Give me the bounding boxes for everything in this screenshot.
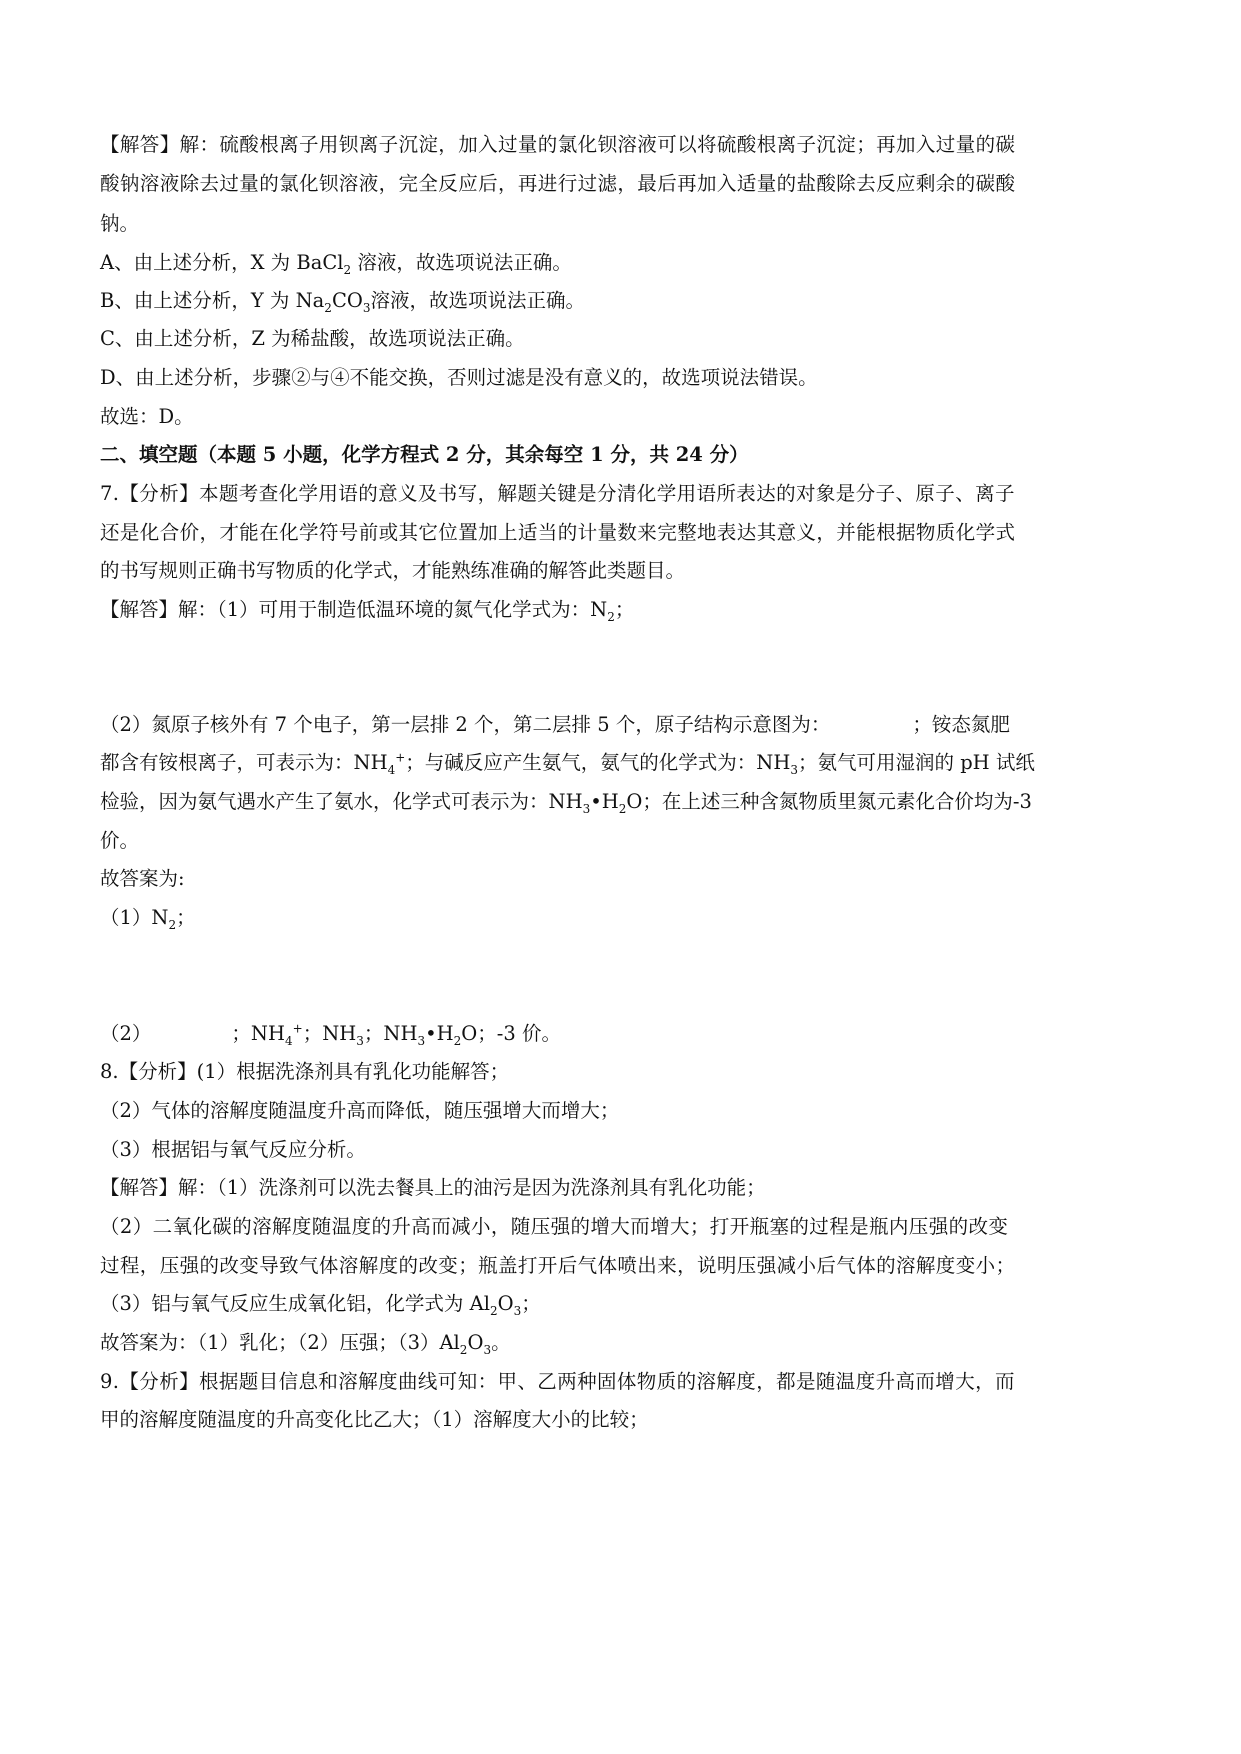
option-b-line — [100, 287, 1150, 315]
q7-part2-text-end: O；在上述三种含氮物质里氮元素化合价均为-3 — [626, 790, 1032, 813]
subscript: 3 — [582, 801, 591, 816]
q7-analysis-line-2: 还是化合价，才能在化学符号前或其它位置加上适当的计量数来完整地表达其意义，并能根据物质化学式 — [100, 521, 1016, 544]
answer-item-2-text-end: O；-3 价。 — [461, 1022, 561, 1045]
choice-answer-line: 故选：D。 — [100, 405, 194, 428]
q7-part2-text: （2）氮原子核外有 7 个电子，第一层排 2 个，第二层排 5 个，原子结构示意图为： — [100, 713, 831, 736]
q8-answer-text-end: ； — [521, 1292, 541, 1315]
q9-analysis-line-2: 甲的溶解度随温度的升高变化比乙大；（1）溶解度大小的比较； — [100, 1408, 649, 1431]
q7-answer-text-end: ； — [614, 598, 635, 621]
answer-item-2 — [100, 1020, 1150, 1048]
answer-paragraph-line-2: 酸钠溶液除去过量的氯化钡溶液，完全反应后，再进行过滤，最后再加入适量的盐酸除去反应剩余的碳酸 — [100, 172, 1016, 195]
q7-answer-text: 【解答】解：（1）可用于制造低温环境的氮气化学式为：N — [100, 598, 608, 621]
q7-part2-text: •H — [590, 790, 619, 813]
answer-item-2-text: ；NH — [231, 1022, 285, 1045]
q7-analysis-line-1: 7.【分析】本题考查化学用语的意义及书写，解题关键是分清化学用语所表达的对象是分子、原子、离子 — [100, 482, 1015, 505]
q8-answer-line-2: （2）二氧化碳的溶解度随温度的升高而减小，随压强的增大而增大；打开瓶塞的过程是瓶内压强的改变 — [100, 1215, 1009, 1238]
q8-analysis-line-2: （2）气体的溶解度随温度升高而降低，随压强增大而增大； — [100, 1099, 620, 1122]
q8-analysis-line-3: （3）根据铝与氧气反应分析。 — [100, 1138, 366, 1161]
answer-item-2-text: ；NH — [302, 1022, 357, 1045]
q8-answer-text: （3）铝与氧气反应生成氧化铝，化学式为 Al — [100, 1292, 490, 1315]
subscript: 2 — [168, 917, 177, 932]
q7-answer-line-5: 价。 — [100, 829, 140, 852]
subscript: 2 — [459, 1342, 468, 1357]
subscript: 3 — [417, 1033, 426, 1048]
superscript: + — [395, 750, 406, 765]
q7-part2-text-end: ；氨气可用湿润的 pH 试纸 — [798, 751, 1035, 774]
superscript: + — [292, 1021, 303, 1036]
option-b-formula: CO — [331, 289, 363, 312]
answer-item-1 — [100, 904, 1150, 932]
subscript: 2 — [343, 262, 352, 277]
option-b-text: B、由上述分析，Y 为 Na — [100, 289, 325, 312]
q8-final-answer — [100, 1329, 1150, 1357]
q7-part2-text: 都含有铵根离子，可表示为：NH — [100, 751, 388, 774]
option-a-text-end: 溶液，故选项说法正确。 — [351, 251, 572, 274]
option-a-line — [100, 249, 1150, 277]
q7-part2-text-end: ；铵态氮肥 — [912, 713, 1010, 736]
q8-final-text: 故答案为：（1）乳化；（2）压强；（3）Al — [100, 1331, 460, 1354]
subscript: 3 — [790, 762, 798, 777]
subscript: 2 — [453, 1033, 462, 1048]
answer-item-2-label: （2） — [100, 1022, 152, 1045]
answer-paragraph-line-3: 钠。 — [100, 212, 140, 235]
answer-paragraph-line-1: 【解答】解：硫酸根离子用钡离子沉淀，加入过量的氯化钡溶液可以将硫酸根离子沉淀；再加入过量的碳 — [100, 133, 1016, 156]
subscript: 3 — [356, 1033, 364, 1048]
subscript: 3 — [483, 1342, 492, 1357]
subscript: 2 — [489, 1303, 498, 1318]
q8-answer-line-4 — [100, 1290, 1150, 1318]
answer-item-1-text: （1）N — [100, 906, 169, 929]
q8-final-text-end: 。 — [491, 1331, 511, 1354]
q8-answer-text: O — [497, 1292, 514, 1315]
section-heading: 二、填空题（本题 5 小题，化学方程式 2 分，其余每空 1 分，共 24 分） — [100, 443, 749, 466]
subscript: 3 — [513, 1303, 522, 1318]
subscript: 3 — [362, 300, 371, 315]
answer-item-2-text: ；NH — [363, 1022, 418, 1045]
answer-heading: 故答案为: — [100, 867, 185, 890]
answer-item-1-text-end: ； — [176, 906, 196, 929]
subscript: 2 — [607, 609, 615, 624]
option-c-line: C、由上述分析，Z 为稀盐酸，故选项说法正确。 — [100, 327, 525, 350]
q8-analysis-line-1: 8.【分析】(1）根据洗涤剂具有乳化功能解答； — [100, 1060, 510, 1083]
q7-analysis-line-3: 的书写规则正确书写物质的化学式，才能熟练准确的解答此类题目。 — [100, 559, 686, 582]
subscript: 4 — [285, 1033, 293, 1048]
option-b-text-end: 溶液，故选项说法正确。 — [370, 289, 586, 312]
q7-answer-line-2 — [100, 711, 1150, 739]
q7-answer-line-1 — [100, 596, 1150, 624]
option-a-text: A、由上述分析，X 为 BaCl — [100, 251, 344, 274]
subscript: 2 — [324, 300, 332, 315]
q7-answer-line-3 — [100, 749, 1150, 777]
q7-answer-line-4 — [100, 788, 1150, 816]
q7-part2-text: 检验，因为氨气遇水产生了氨水，化学式可表示为：NH — [100, 790, 583, 813]
answer-item-2-text: •H — [425, 1022, 454, 1045]
q8-final-text: O — [467, 1331, 484, 1354]
q7-part2-text: ；与碱反应产生氨气，氨气的化学式为：NH — [405, 751, 791, 774]
q9-analysis-line-1: 9.【分析】根据题目信息和溶解度曲线可知：甲、乙两种固体物质的溶解度，都是随温度升高而增大，而 — [100, 1370, 1015, 1393]
subscript: 4 — [387, 762, 396, 777]
subscript: 2 — [618, 801, 627, 816]
q8-answer-line-3: 过程，压强的改变导致气体溶解度的改变；瓶盖打开后气体喷出来，说明压强减小后气体的溶解度变小； — [100, 1254, 1016, 1277]
q8-answer-line-1: 【解答】解：（1）洗涤剂可以洗去餐具上的油污是因为洗涤剂具有乳化功能； — [100, 1176, 766, 1199]
option-d-line: D、由上述分析，步骤②与④不能交换，否则过滤是没有意义的，故选项说法错误。 — [100, 366, 818, 389]
